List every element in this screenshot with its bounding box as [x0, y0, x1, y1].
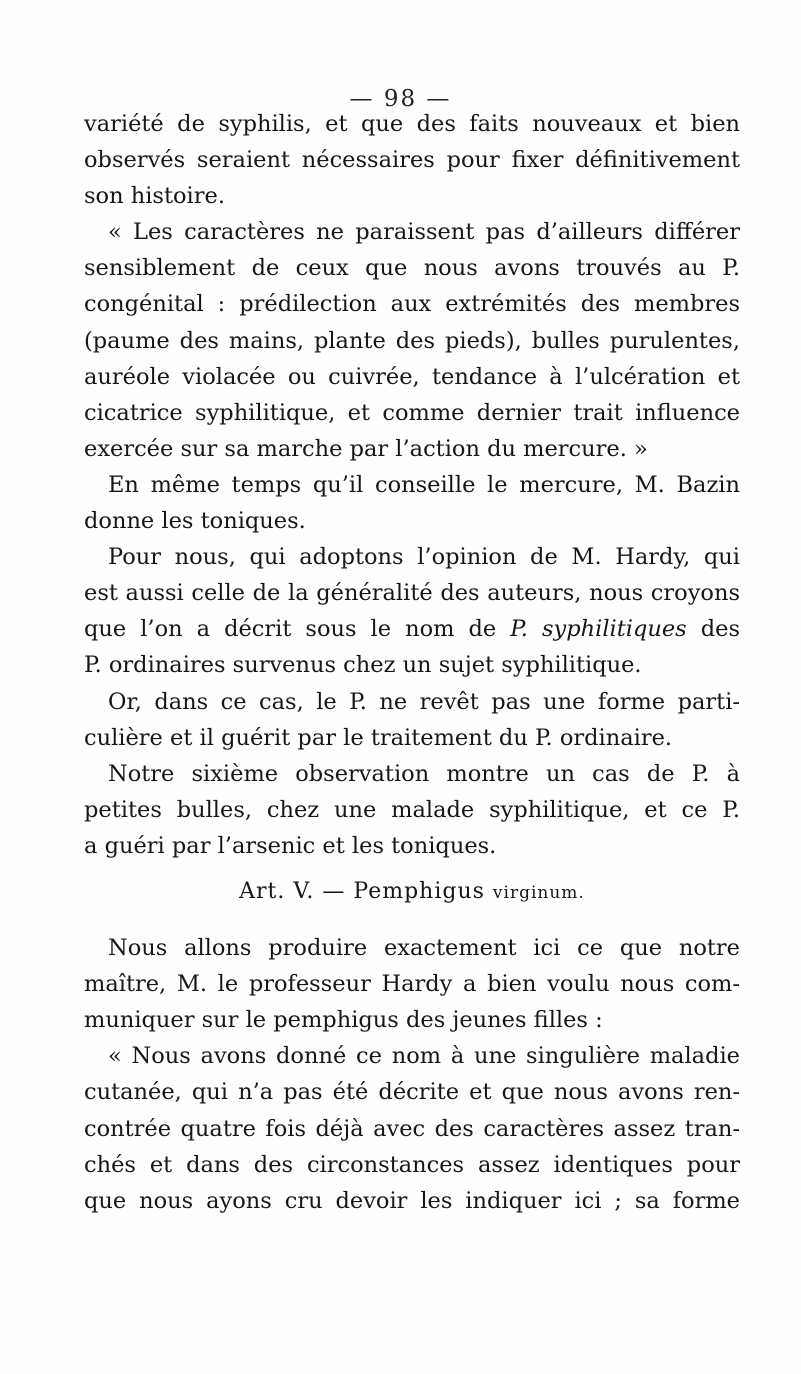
text-line: contrée quatre fois déjà avec des caractères assez tran-: [84, 1115, 740, 1142]
text-line: congénital : prédilection aux extrémités des membres: [84, 291, 740, 318]
text-line: a guéri par l’arsenic et les toniques.: [84, 832, 497, 859]
text-line: cutanée, qui n’a pas été décrite et que nous avons ren-: [84, 1079, 740, 1106]
heading-art: Art. V. — Pemphigus: [239, 878, 485, 904]
paragraph-group-3: [84, 930, 740, 1219]
text-line: que nous ayons cru devoir les indiquer ici ; sa forme: [84, 1187, 740, 1214]
text-line: En même temps qu’il conseille le mercure, M. Bazin: [108, 471, 740, 498]
text-line: Pour nous, qui adoptons l’opinion de M. Hardy, qui: [108, 544, 740, 571]
text-line: son histoire.: [84, 183, 225, 210]
text-span: que l’on a décrit sous le nom de: [84, 616, 511, 643]
text-line: « Nous avons donné ce nom à une singulière maladie: [108, 1043, 740, 1070]
text-line: sensiblement de ceux que nous avons trouvés au P.: [84, 255, 740, 282]
text-line: culière et il guérit par le traitement du P. ordinaire.: [84, 724, 673, 751]
spacer: [84, 920, 740, 930]
text-line: chés et dans des circonstances assez identiques pour: [84, 1151, 740, 1178]
body-text: [84, 106, 740, 1219]
italic-term: P. syphilitiques: [510, 616, 687, 643]
paragraph-group-1: [84, 106, 740, 611]
text-line: est aussi celle de la généralité des auteurs, nous croyons: [84, 580, 740, 607]
text-line: Nous allons produire exactement ici ce que notre: [108, 935, 740, 962]
text-line: (paume des mains, plante des pieds), bulles purulentes,: [84, 327, 740, 354]
text-line: maître, M. le professeur Hardy a bien voulu nous com-: [84, 971, 740, 998]
page-number: — 98 —: [349, 86, 452, 112]
text-line: cicatrice syphilitique, et comme dernier trait influence: [84, 399, 740, 426]
text-line: « Les caractères ne paraissent pas d’ailleurs différer: [108, 219, 740, 246]
text-line: exercée sur sa marche par l’action du mercure. »: [84, 435, 648, 462]
text-line-italic: [84, 611, 740, 647]
text-line: P. ordinaires survenus chez un sujet syphilitique.: [84, 652, 642, 679]
text-line: variété de syphilis, et que des faits nouveaux et bien: [84, 111, 740, 137]
heading-rest: virginum.: [492, 882, 585, 903]
text-line: Notre sixième observation montre un cas de P. à: [108, 760, 740, 787]
text-line: auréole violacée ou cuivrée, tendance à l’ulcération et: [84, 363, 740, 390]
text-line: petites bulles, chez une malade syphilitique, et ce P.: [84, 796, 740, 823]
spacer: [84, 864, 740, 874]
section-heading: [84, 874, 740, 910]
text-line: muniquer sur le pemphigus des jeunes filles :: [84, 1007, 603, 1034]
text-line: Or, dans ce cas, le P. ne revêt pas une forme parti-: [108, 688, 740, 715]
spacer: [84, 910, 740, 920]
text-line: donne les toniques.: [84, 508, 306, 535]
text-span: des: [686, 616, 741, 643]
paragraph-group-2: [84, 647, 740, 864]
text-line: observés seraient nécessaires pour fixer définitivement: [84, 147, 740, 174]
